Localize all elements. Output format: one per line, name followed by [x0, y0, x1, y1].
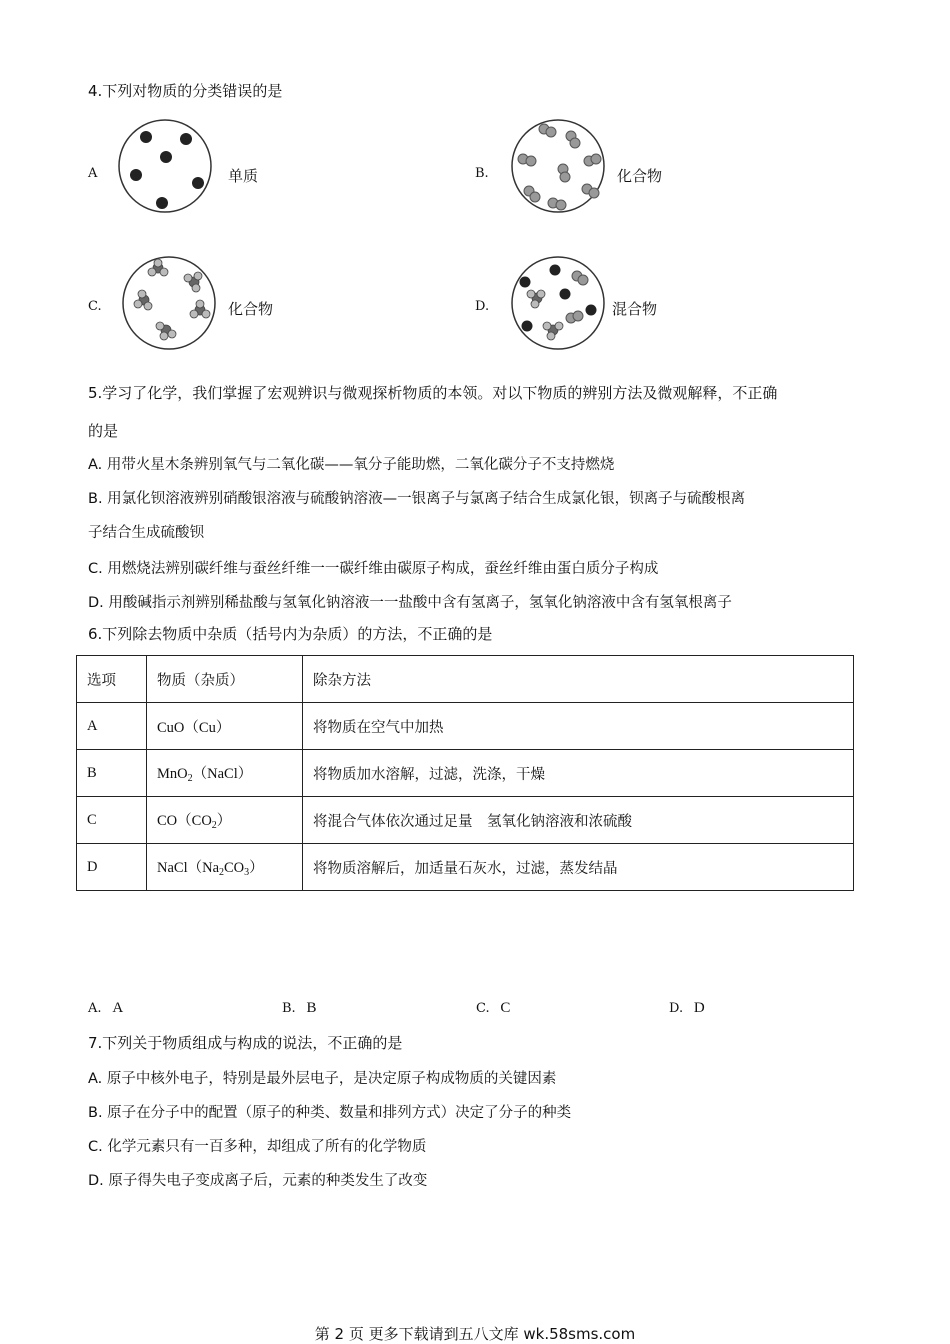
q4-diagram-b: [511, 119, 607, 215]
q5-option-a: A. 用带火星木条辨别氧气与二氧化碳——氧分子能助燃，二氧化碳分子不支持燃烧: [88, 457, 615, 473]
header-method: 除杂方法: [303, 656, 854, 703]
atom: [130, 169, 142, 181]
q6-table: [76, 655, 854, 891]
atom: [550, 265, 561, 276]
q4-stem: 4.下列对物质的分类错误的是: [88, 82, 283, 100]
atom: [560, 289, 571, 300]
row-substance: $CO(CO_2)$: [147, 797, 303, 844]
atom: [520, 277, 531, 288]
q4-option-a-letter: A: [88, 166, 98, 181]
q5-stem-line1: 5.学习了化学，我们掌握了宏观辨识与微观探析物质的本领。对以下物质的辨别方法及微观解释，不正确: [88, 384, 778, 402]
atom: [156, 197, 168, 209]
row-method: 将物质在空气中加热: [303, 703, 854, 750]
row-option: A: [77, 703, 147, 750]
q5-option-b: B. 用氯化钡溶液辨别硝酸银溶液与硫酸钠溶液—一银离子与氯离子结合生成氯化银，钡离子与硫酸根离: [88, 491, 746, 507]
header-substance: 物质（杂质）: [147, 656, 303, 703]
q4-option-b-letter: B.: [475, 166, 489, 181]
table-header-row: [77, 656, 854, 703]
row-substance: $NaCl(Na_2CO_3)$: [147, 844, 303, 891]
row-method: 将物质溶解后，加适量石灰水，过滤，蒸发结晶: [303, 844, 854, 891]
q7-option-a: A. 原子中核外电子，特别是最外层电子，是决定原子构成物质的关键因素: [88, 1071, 557, 1087]
atom: [522, 321, 533, 332]
row-method: 将物质加水溶解，过滤，洗涤，干燥: [303, 750, 854, 797]
q7-option-b: B. 原子在分子中的配置（原子的种类、数量和排列方式）决定了分子的种类: [88, 1105, 572, 1121]
q4-diagram-a: [118, 119, 214, 215]
atom: [192, 177, 204, 189]
q4-option-c-letter: C.: [88, 299, 102, 314]
row-option: C: [77, 797, 147, 844]
row-substance: CuO（Cu）: [147, 703, 303, 750]
q4-diagram-d: [511, 256, 607, 352]
q4-option-d-letter: D.: [475, 299, 490, 314]
q4-option-d-label: 混合物: [612, 300, 658, 318]
q6-stem: 6.下列除去物质中杂质（括号内为杂质）的方法，不正确的是: [88, 625, 493, 643]
table-row: [77, 844, 854, 891]
row-method: 将混合气体依次通过足量 氢氧化钠溶液和浓硫酸: [303, 797, 854, 844]
q6-answer-c: C. C: [476, 1000, 511, 1016]
q4-diagram-c: [122, 256, 218, 352]
page-footer: 第 2 页 更多下载请到五八文库 wk.58sms.com: [314, 1325, 636, 1343]
q4-option-c-label: 化合物: [228, 300, 274, 318]
atom: [586, 305, 597, 316]
table-row: [77, 703, 854, 750]
table-row: [77, 750, 854, 797]
table-row: [77, 797, 854, 844]
q5-option-d: D. 用酸碱指示剂辨别稀盐酸与氢氧化钠溶液一一盐酸中含有氢离子，氢氧化钠溶液中含有氢氧根离子: [88, 595, 732, 611]
q5-option-c: C. 用燃烧法辨别碳纤维与蚕丝纤维一一碳纤维由碳原子构成，蚕丝纤维由蛋白质分子构成: [88, 561, 659, 577]
q5-option-b-cont: 子结合生成硫酸钡: [88, 525, 204, 541]
header-option: 选项: [77, 656, 147, 703]
row-option: D: [77, 844, 147, 891]
atom: [180, 133, 192, 145]
row-option: B: [77, 750, 147, 797]
atom: [140, 131, 152, 143]
q7-stem: 7.下列关于物质组成与构成的说法，不正确的是: [88, 1034, 403, 1052]
q7-option-d: D. 原子得失电子变成离子后，元素的种类发生了改变: [88, 1173, 428, 1189]
q7-option-c: C. 化学元素只有一百多种，却组成了所有的化学物质: [88, 1139, 427, 1155]
q5-stem-line2: 的是: [88, 422, 119, 440]
q6-answer-a: A. A: [88, 1000, 124, 1016]
atom: [160, 151, 172, 163]
q4-option-a-label: 单质: [228, 167, 259, 185]
q4-option-b-label: 化合物: [617, 167, 663, 185]
q6-answer-d: D. D: [669, 1000, 705, 1016]
row-substance: MnO$_2$（NaCl）: [147, 750, 303, 797]
q6-answer-b: B. B: [282, 1000, 317, 1016]
